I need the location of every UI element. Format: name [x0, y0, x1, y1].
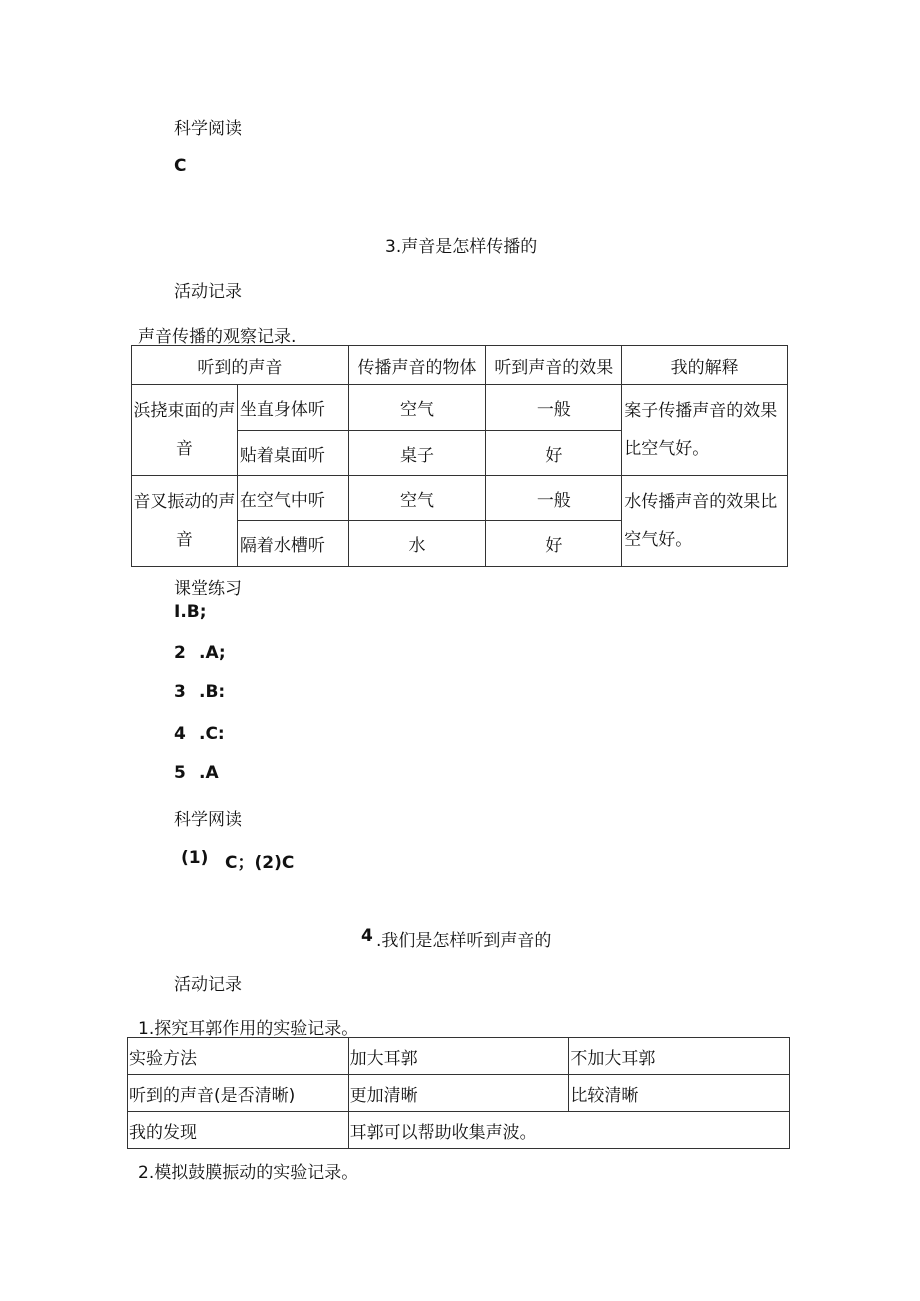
practice-answer: [174, 643, 226, 663]
reading-answer: C: [174, 156, 187, 176]
effect-cell: 好: [486, 521, 622, 567]
practice-heading: 课堂练习: [174, 579, 242, 599]
table-row: [132, 476, 788, 521]
header-effect: 听到声音的效果: [486, 346, 622, 385]
heard-sound-label-cell: 听到的声音(是否清晰): [128, 1075, 349, 1112]
medium-cell: 空气: [348, 476, 486, 521]
method-cell: 在空气中听: [237, 476, 348, 521]
method-label-cell: 实验方法: [128, 1038, 349, 1075]
table-header-row: [132, 346, 788, 385]
experiment1-caption: 1.探究耳郭作用的实验记录。: [138, 1019, 359, 1039]
normal-auricle-cell: 不加大耳郭: [569, 1038, 790, 1075]
sound-propagation-table: [131, 345, 788, 567]
table-row: [132, 385, 788, 431]
method-cell: 坐直身体听: [237, 385, 348, 431]
finding-label-cell: 我的发现: [128, 1112, 349, 1149]
effect-cell: 好: [486, 431, 622, 476]
method-cell: 隔着水槽听: [237, 521, 348, 567]
medium-cell: 空气: [348, 385, 486, 431]
reading-part-2: C；(2)C: [225, 853, 295, 873]
practice-answer: [174, 724, 225, 744]
normal-result-cell: 比较清晰: [569, 1075, 790, 1112]
header-medium: 传播声音的物体: [348, 346, 486, 385]
science-reading-heading: 科学网读: [174, 810, 242, 830]
sound-object-cell: 音叉振动的声音: [132, 476, 238, 567]
sound-object-cell: 浜挠束面的声音: [132, 385, 238, 476]
medium-cell: 水: [348, 521, 486, 567]
enlarged-result-cell: 更加清晰: [348, 1075, 569, 1112]
answer-number: 5: [174, 763, 186, 783]
effect-cell: 一般: [486, 385, 622, 431]
section3-activity-heading: 活动记录: [174, 282, 242, 302]
table1-caption: 声音传播的观察记录.: [138, 327, 297, 347]
explanation-cell: 案子传播声音的效果比空气好。: [622, 385, 788, 476]
explanation-cell: 水传播声音的效果比空气好。: [622, 476, 788, 567]
table-row: [128, 1075, 790, 1112]
section4-number: 4: [361, 926, 373, 946]
answer-value: .B:: [199, 682, 226, 702]
medium-cell: 桌子: [348, 431, 486, 476]
header-heard-sound: 听到的声音: [132, 346, 349, 385]
answer-value: .A: [199, 763, 219, 783]
answer-number: 3: [174, 682, 186, 702]
section4-title: [361, 926, 552, 951]
method-cell: 贴着桌面听: [237, 431, 348, 476]
table-row: [128, 1038, 790, 1075]
experiment2-caption: 2.模拟鼓膜振动的实验记录。: [138, 1163, 359, 1183]
enlarged-auricle-cell: 加大耳郭: [348, 1038, 569, 1075]
effect-cell: 一般: [486, 476, 622, 521]
finding-value-cell: 耳郭可以帮助收集声波。: [348, 1112, 789, 1149]
answer-number: 4: [174, 724, 186, 744]
section4-title-text: .我们是怎样听到声音的: [376, 931, 552, 951]
auricle-experiment-table: [127, 1037, 790, 1149]
answer-number: 2: [174, 643, 186, 663]
science-reading-answer: [181, 848, 295, 873]
practice-answer: [174, 763, 219, 783]
answer-value: .B;: [180, 602, 207, 622]
section4-activity-heading: 活动记录: [174, 975, 242, 995]
reading-heading: 科学阅读: [174, 119, 242, 139]
reading-part-1: (1): [181, 848, 209, 868]
answer-value: .C:: [199, 724, 225, 744]
answer-value: .A;: [199, 643, 226, 663]
practice-answer: [174, 682, 226, 702]
table-row: [128, 1112, 790, 1149]
answer-number: I: [174, 602, 181, 622]
practice-answer: [174, 602, 207, 622]
header-explanation: 我的解释: [622, 346, 788, 385]
section3-title: 3.声音是怎样传播的: [385, 237, 538, 257]
